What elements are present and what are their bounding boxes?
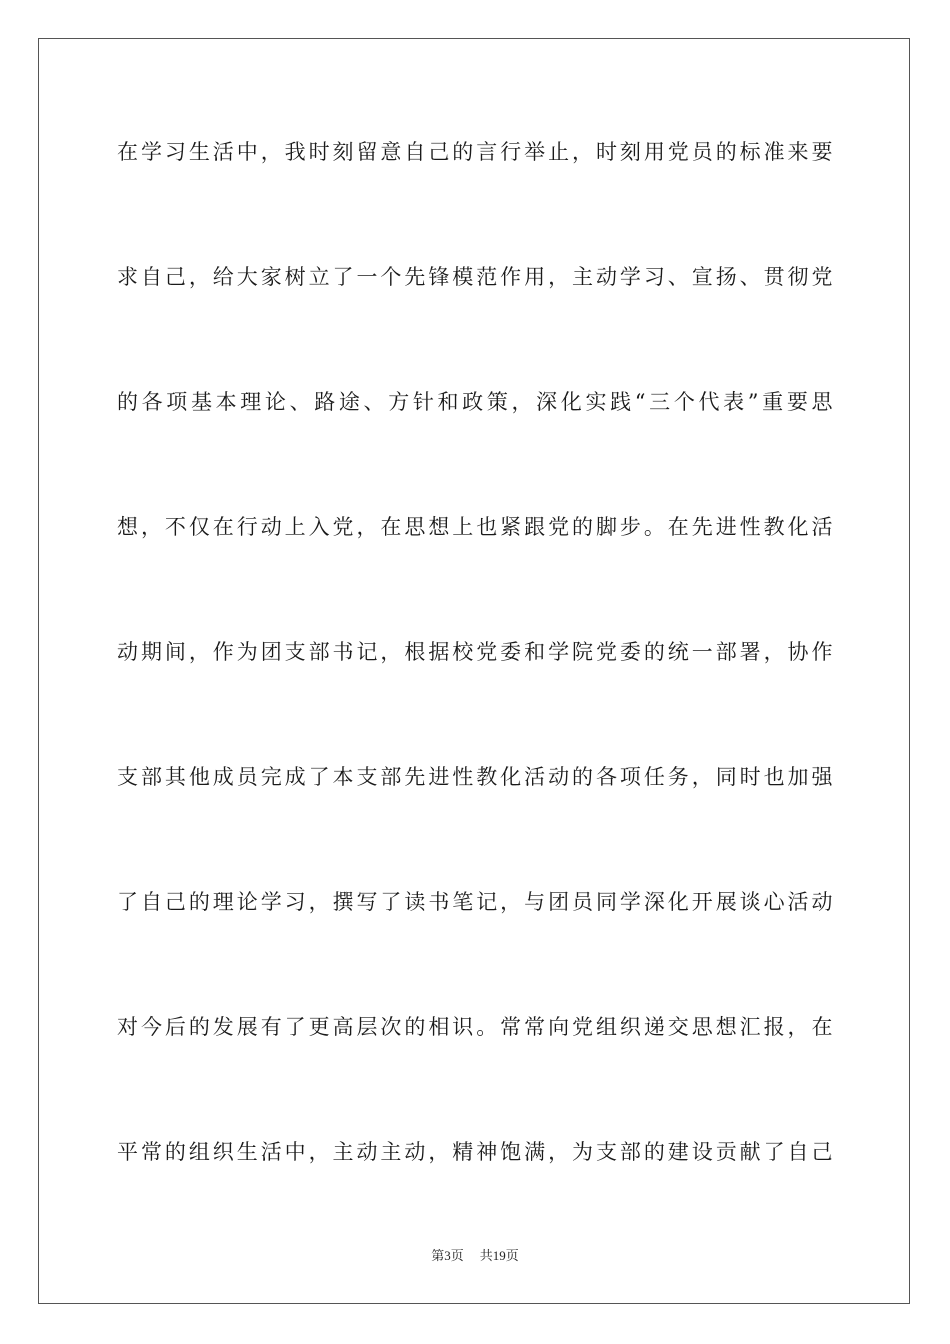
paragraph-line-1: 在学习生活中，我时刻留意自己的言行举止，时刻用党员的标准来要 bbox=[117, 140, 833, 164]
page-number: 第3页 bbox=[431, 1248, 464, 1263]
paragraph-line-8: 对今后的发展有了更高层次的相识。常常向党组织递交思想汇报，在 bbox=[117, 1015, 833, 1039]
paragraph-line-2: 求自己，给大家树立了一个先锋模范作用，主动学习、宣扬、贯彻党 bbox=[117, 265, 833, 289]
paragraph-line-7: 了自己的理论学习，撰写了读书笔记，与团员同学深化开展谈心活动 bbox=[117, 890, 833, 914]
paragraph-line-4: 想，不仅在行动上入党，在思想上也紧跟党的脚步。在先进性教化活 bbox=[117, 515, 833, 539]
paragraph-line-6: 支部其他成员完成了本支部先进性教化活动的各项任务，同时也加强 bbox=[117, 765, 833, 789]
page-footer bbox=[0, 1247, 950, 1265]
page-total: 共19页 bbox=[479, 1248, 519, 1263]
page-border bbox=[38, 38, 910, 1304]
paragraph-line-9: 平常的组织生活中，主动主动，精神饱满，为支部的建设贡献了自己 bbox=[117, 1140, 833, 1164]
paragraph-line-3: 的各项基本理论、路途、方针和政策，深化实践“三个代表”重要思 bbox=[117, 390, 833, 414]
paragraph-line-5: 动期间，作为团支部书记，根据校党委和学院党委的统一部署，协作 bbox=[117, 640, 833, 664]
